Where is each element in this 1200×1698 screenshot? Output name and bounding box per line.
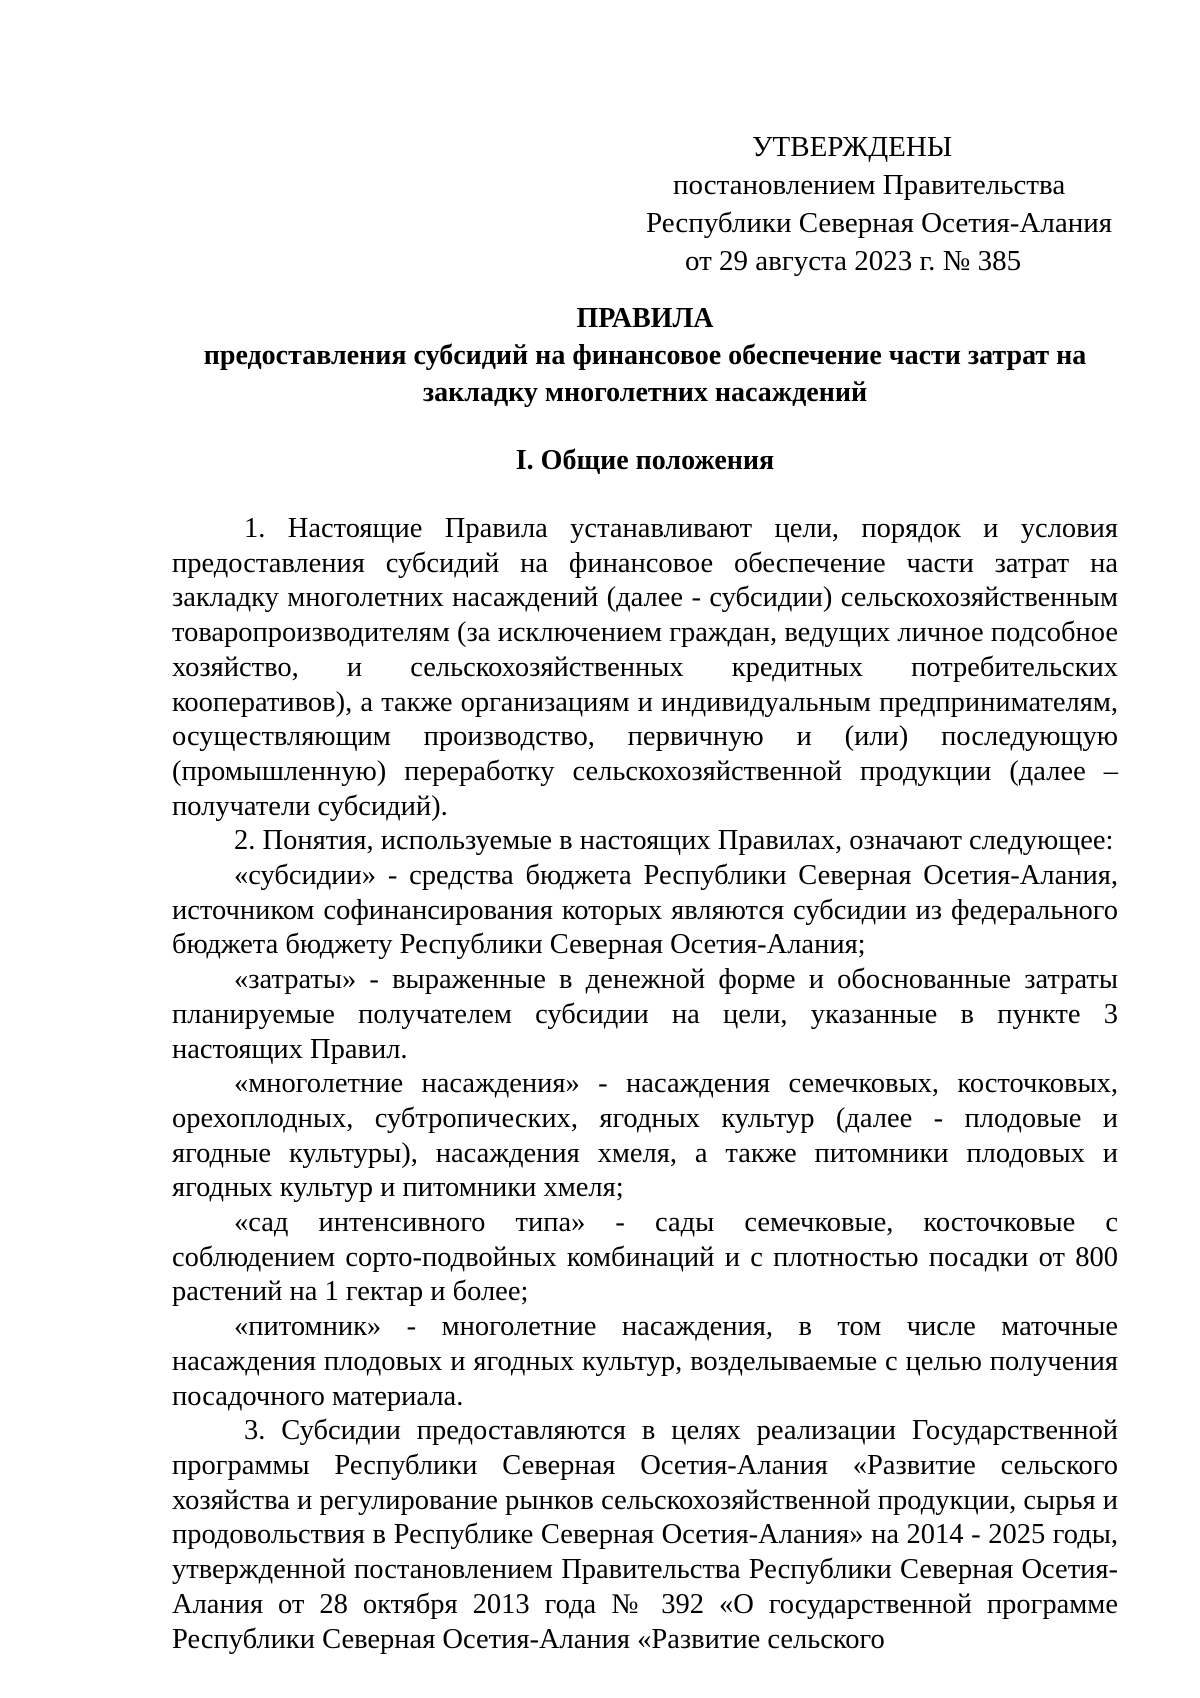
definition-costs: «затраты» - выраженные в денежной форме и обоснованные затраты планируемые получателем субсидии на цели, указанные в пункте 3 настоящих Правил. [172,964,1118,1065]
definition-subsidies: «субсидии» - средства бюджета Республики Северная Осетия-Алания, источником софинансирования которых являются субсидии из федерального бюджета бюджету Республики Северная Осетия-Алания; [172,860,1118,961]
definition-intensive-garden: «сад интенсивного типа» - сады семечковые, косточковые с соблюдением сорто-подвойных комбинаций и с плотностью посадки от 800 растений на 1 гектар и более; [172,1207,1118,1308]
document-body [172,512,1118,1657]
title-subtitle-line1: предоставления субсидий на финансовое обеспечение части затрат на [203,340,1087,371]
title-subtitle-line2: закладку многолетних насаждений [422,377,868,408]
title-main: ПРАВИЛА [576,303,714,334]
approval-government-line: Республики Северная Осетия-Алания [646,207,1113,239]
approval-heading: УТВЕРЖДЕНЫ [752,131,953,163]
approval-date-number: от 29 августа 2023 г. № 385 [685,245,1022,277]
approval-decree-line: постановлением Правительства [673,169,1066,201]
definition-nursery: «питомник» - многолетние насаждения, в том числе маточные насаждения плодовых и ягодных культур, возделываемые с целью получения посадочного материала. [172,1311,1118,1412]
paragraph-3: 3. Субсидии предоставляются в целях реализации Государственной программы Республики Северная Осетия-Алания «Развитие сельского хозяйства и регулирование рынков сельскохозяйственной продукции, сырья и продовольствия в Республике Северная Осетия-Алания» на 2014 - 2025 годы, утвержденной постановлением Правительства Республики Северная Осетия-Алания от 28 октября 2013 года № 392 «О государственной программе Республики Северная Осетия-Алания «Развитие сельского [172,1415,1118,1655]
paragraph-2: 2. Понятия, используемые в настоящих Правилах, означают следующее: [234,825,1114,857]
document-title [170,300,1120,411]
paragraph-1: 1. Настоящие Правила устанавливают цели, порядок и условия предоставления субсидий на финансовое обеспечение части затрат на закладку многолетних насаждений (далее - субсидии) сельскохозяйственным товаропроизводителям (за исключением граждан, ведущих личное подсобное хозяйство, и сельскохозяйственных кредитных потребительских кооперативов), а также организациям и индивидуальным предпринимателям, осуществляющим производство, первичную и (или) последующую (промышленную) переработку сельскохозяйственной продукции (далее – получатели субсидий). [172,513,1118,822]
section-heading: I. Общие положения [515,445,775,476]
definition-perennial-plantings: «многолетние насаждения» - насаждения семечковых, косточковых, орехоплодных, субтропических, ягодных культур (далее - плодовые и ягодные культуры), насаждения хмеля, а также питомники плодовых и ягодных культур и питомники хмеля; [172,1068,1118,1204]
